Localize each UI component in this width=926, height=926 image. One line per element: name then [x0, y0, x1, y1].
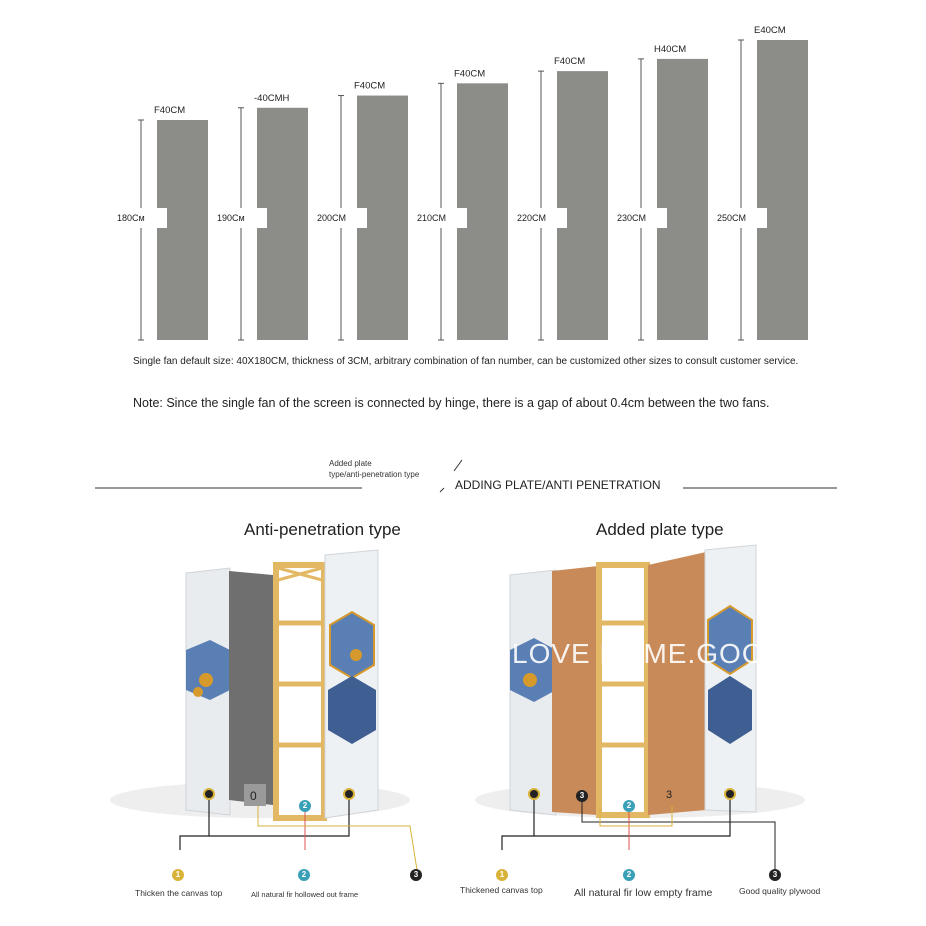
plywood-panel-back	[552, 566, 598, 815]
plate-badge-dot-3: 3	[576, 790, 588, 802]
height-label-4: 220CM	[517, 213, 547, 223]
plate-badge-dot-1	[528, 788, 540, 800]
height-label-6: 250CM	[717, 213, 747, 223]
width-label-2: F40CM	[354, 80, 386, 92]
plate-badge-dot-2: 2	[623, 800, 635, 812]
divider-slash	[454, 460, 462, 471]
plate-caption-fir-frame: All natural fir low empty frame	[574, 887, 713, 899]
panel-bar-6	[757, 40, 808, 340]
width-label-3: F40CM	[454, 68, 486, 80]
love-home-overlay-text: LOVE HOME.GOOD	[512, 638, 786, 669]
panel-size-chart	[0, 0, 926, 345]
width-label-1: -40CMH	[254, 92, 290, 104]
height-label-5: 230CM	[617, 213, 647, 223]
section-small-label-line2: type/anti-penetration type	[329, 470, 420, 479]
anti-badge-dot-1	[203, 788, 215, 800]
anti-caption-badge-1: 1	[172, 869, 184, 881]
height-label-3: 210CM	[417, 213, 447, 223]
section-title: ADDING PLATE/ANTI PENETRATION	[455, 478, 661, 492]
plate-caption-badge-3: 3	[769, 869, 781, 881]
anti-caption-canvas-top: Thicken the canvas top	[135, 888, 223, 898]
anti-inline-label: 0	[250, 789, 257, 803]
default-size-note: Single fan default size: 40X180CM, thickness of 3CM, arbitrary combination of fan number, can be customized other sizes to consult customer service.	[133, 356, 799, 367]
plywood-panel-front	[648, 552, 706, 815]
anti-badge-dot-3	[343, 788, 355, 800]
height-label-0: 180Cм	[117, 213, 145, 223]
anti-caption-fir-frame: All natural fir hollowed out frame	[251, 890, 359, 899]
plate-caption-badge-2: 2	[623, 869, 635, 881]
anti-caption-badge-3: 3	[410, 869, 422, 881]
plate-badge-dot-4	[724, 788, 736, 800]
plate-inline-label: 3	[666, 789, 673, 801]
anti-penetration-heading: Anti-penetration type	[244, 520, 401, 539]
plate-caption-canvas-top: Thickened canvas top	[460, 885, 543, 895]
fir-frame-left	[276, 565, 324, 818]
anti-caption-badge-2: 2	[298, 869, 310, 881]
divider-slash-small	[440, 488, 444, 492]
panel-bar-4	[557, 71, 608, 340]
height-label-2: 200CM	[317, 213, 347, 223]
construction-diagram	[0, 440, 926, 920]
fir-frame-right	[599, 565, 647, 815]
width-label-6: E40CM	[754, 25, 786, 36]
plate-caption-plywood: Good quality plywood	[739, 886, 821, 896]
section-small-label-line1: Added plate	[329, 459, 372, 468]
width-label-4: F40CM	[554, 56, 586, 68]
added-plate-heading: Added plate type	[596, 520, 724, 539]
height-label-1: 190Cм	[217, 213, 245, 223]
panel-bar-5	[657, 59, 708, 340]
plate-caption-badge-1: 1	[496, 869, 508, 881]
width-label-5: H40CM	[654, 43, 687, 55]
anti-badge-dot-2: 2	[299, 800, 311, 812]
gray-canvas-panel	[229, 571, 273, 805]
width-label-0: F40CM	[154, 105, 186, 116]
hinge-gap-note: Note: Since the single fan of the screen is connected by hinge, there is a gap of about 0.4cm between the two fans.	[133, 396, 770, 410]
panel-bar-0	[157, 120, 208, 340]
